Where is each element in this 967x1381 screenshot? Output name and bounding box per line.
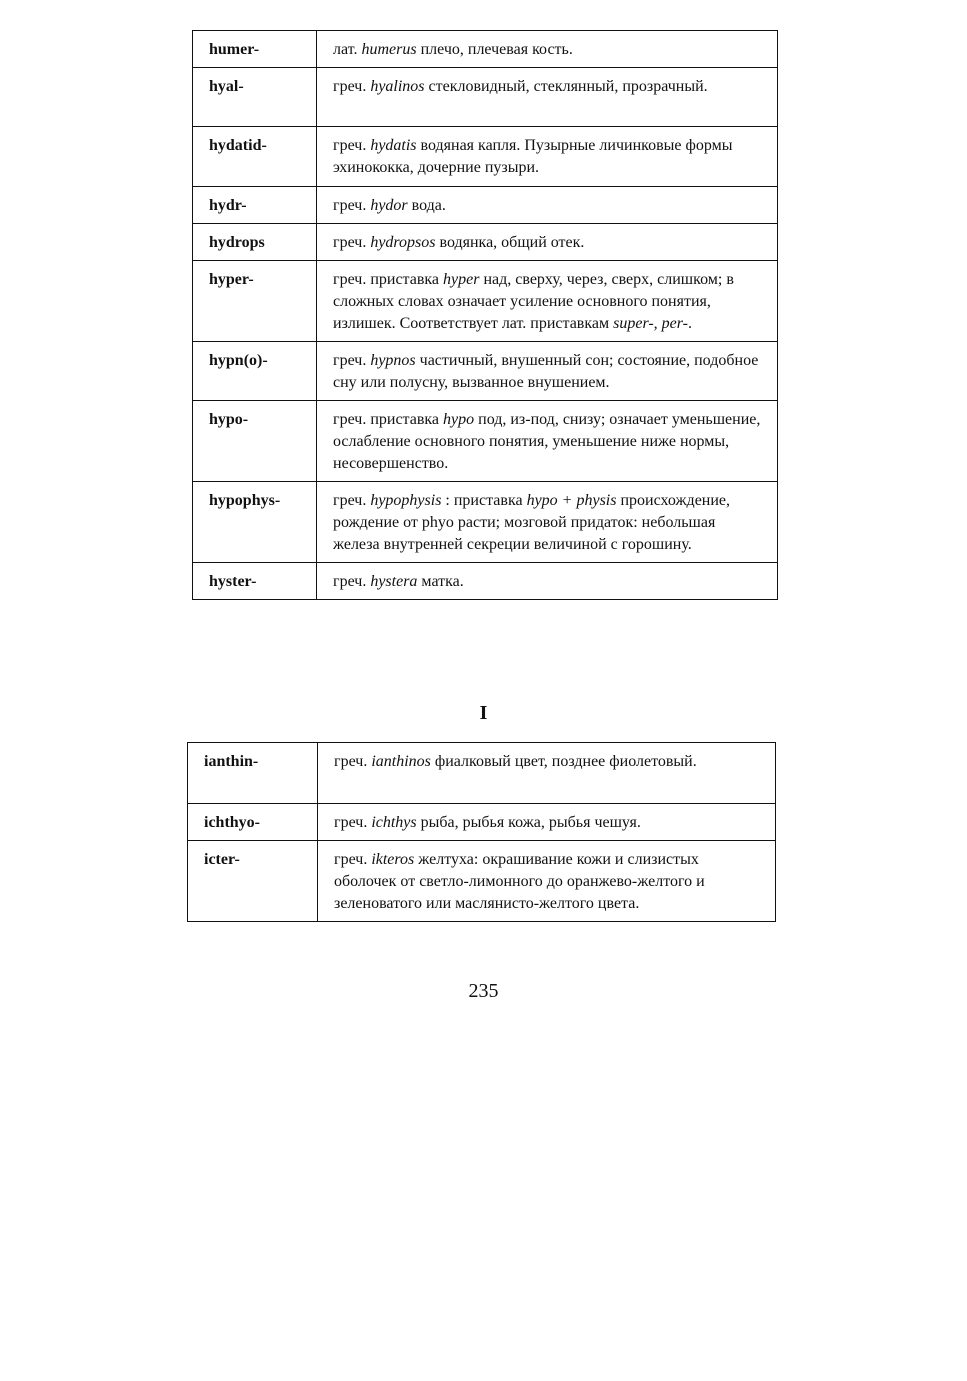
entry-term: hydrops [193, 224, 317, 261]
table-row [188, 804, 776, 841]
table-row [193, 342, 778, 401]
entry-meaning: над, сверху, через, сверх, слишком; в сложных словах означает усиление основного понятия, излишек. Соответствует лат. приставкам [333, 271, 734, 332]
entry-term: hydr- [193, 187, 317, 224]
entry-word: hypophysis [370, 492, 442, 509]
table-row [193, 224, 778, 261]
entry-term: ichthyo- [188, 804, 318, 841]
entry-lang: греч. [333, 78, 367, 95]
entry-term: hyster- [193, 563, 317, 600]
entry-definition [318, 841, 776, 922]
entry-meaning: под, из-под, снизу; означает уменьшение, ослабление основного понятия, уменьшение ниже нормы, несовершенство. [333, 411, 761, 472]
section-letter-heading: I [479, 702, 488, 724]
entry-word: ikteros [371, 851, 415, 868]
entry-definition [317, 342, 778, 401]
entry-word: ianthinos [371, 753, 431, 770]
entry-meaning: частичный, внушенный сон; состояние, подобное сну или полусну, вызванное внушением. [333, 352, 759, 391]
entry-term: hypn(o)- [193, 342, 317, 401]
table-row [193, 482, 778, 563]
table-row [193, 563, 778, 600]
entry-definition [318, 804, 776, 841]
entry-word: ichthys [371, 814, 417, 831]
entry-term: hydatid- [193, 127, 317, 187]
table-row [193, 187, 778, 224]
table-row [193, 31, 778, 68]
entry-lang: греч. [334, 851, 368, 868]
entry-definition [317, 224, 778, 261]
entry-word: hypo [443, 411, 475, 428]
page-number: 235 [468, 980, 499, 1002]
entry-meaning: стекловидный, стеклянный, прозрачный. [428, 78, 708, 95]
dictionary-table-i [187, 742, 776, 922]
entry-meaning: водянка, общий отек. [439, 234, 585, 251]
entry-definition [317, 31, 778, 68]
entry-term: hyal- [193, 68, 317, 127]
entry-lang: лат. [333, 41, 358, 58]
entry-term: hypo- [193, 401, 317, 482]
entry-definition [317, 563, 778, 600]
entry-word: hydatis [370, 137, 417, 154]
entry-word: humerus [361, 41, 417, 58]
entry-lang: греч. [333, 492, 367, 509]
entry-definition [317, 482, 778, 563]
entry-definition [317, 127, 778, 187]
entry-meaning: : приставка [445, 492, 523, 509]
entry-meaning-2: . [688, 315, 693, 332]
entry-lang: греч. [334, 753, 368, 770]
entry-meaning: водяная капля. Пузырные личинковые формы эхинококка, дочерние пузыри. [333, 137, 733, 176]
table-row [193, 401, 778, 482]
entry-lang: греч. приставка [333, 271, 440, 288]
entry-lang: греч. [334, 814, 368, 831]
entry-term: hypophys- [193, 482, 317, 563]
entry-meaning: вода. [411, 197, 446, 214]
table-row [193, 68, 778, 127]
entry-lang: греч. [333, 234, 367, 251]
entry-lang: греч. [333, 573, 367, 590]
table-row [188, 841, 776, 922]
entry-word: hyper [443, 271, 480, 288]
entry-definition [317, 261, 778, 342]
table-row [193, 127, 778, 187]
entry-lang: греч. [333, 137, 367, 154]
entry-meaning: матка. [421, 573, 464, 590]
dictionary-table-h [192, 30, 778, 600]
entry-word: hydropsos [370, 234, 436, 251]
entry-meaning-2: происхождение, рождение от phyo расти; мозговой придаток: небольшая железа внутренней секреции величиной с горошину. [333, 492, 731, 553]
table-row [188, 743, 776, 804]
entry-lang: греч. [333, 352, 367, 369]
entry-definition [318, 743, 776, 804]
entry-definition [317, 68, 778, 127]
entry-meaning: рыба, рыбья кожа, рыбья чешуя. [420, 814, 641, 831]
entry-lang: греч. [333, 197, 367, 214]
entry-meaning: плечо, плечевая кость. [420, 41, 573, 58]
entry-definition [317, 187, 778, 224]
entry-term: ianthin- [188, 743, 318, 804]
entry-word: hypnos [370, 352, 416, 369]
entry-definition [317, 401, 778, 482]
entry-lang: греч. приставка [333, 411, 440, 428]
entry-meaning: фиалковый цвет, позднее фиолетовый. [434, 753, 697, 770]
entry-term: humer- [193, 31, 317, 68]
entry-word: hyalinos [370, 78, 425, 95]
table-row [193, 261, 778, 342]
entry-term: icter- [188, 841, 318, 922]
entry-word-2: hypo + physis [526, 492, 617, 509]
entry-term: hyper- [193, 261, 317, 342]
entry-word: hydor [370, 197, 408, 214]
entry-meaning: желтуха: окрашивание кожи и слизистых оболочек от светло-лимонного до оранжево-желтого и зеленоватого или маслянисто-желтого цвета. [334, 851, 705, 912]
entry-word-2: super-, per- [613, 315, 689, 332]
entry-word: hystera [370, 573, 418, 590]
